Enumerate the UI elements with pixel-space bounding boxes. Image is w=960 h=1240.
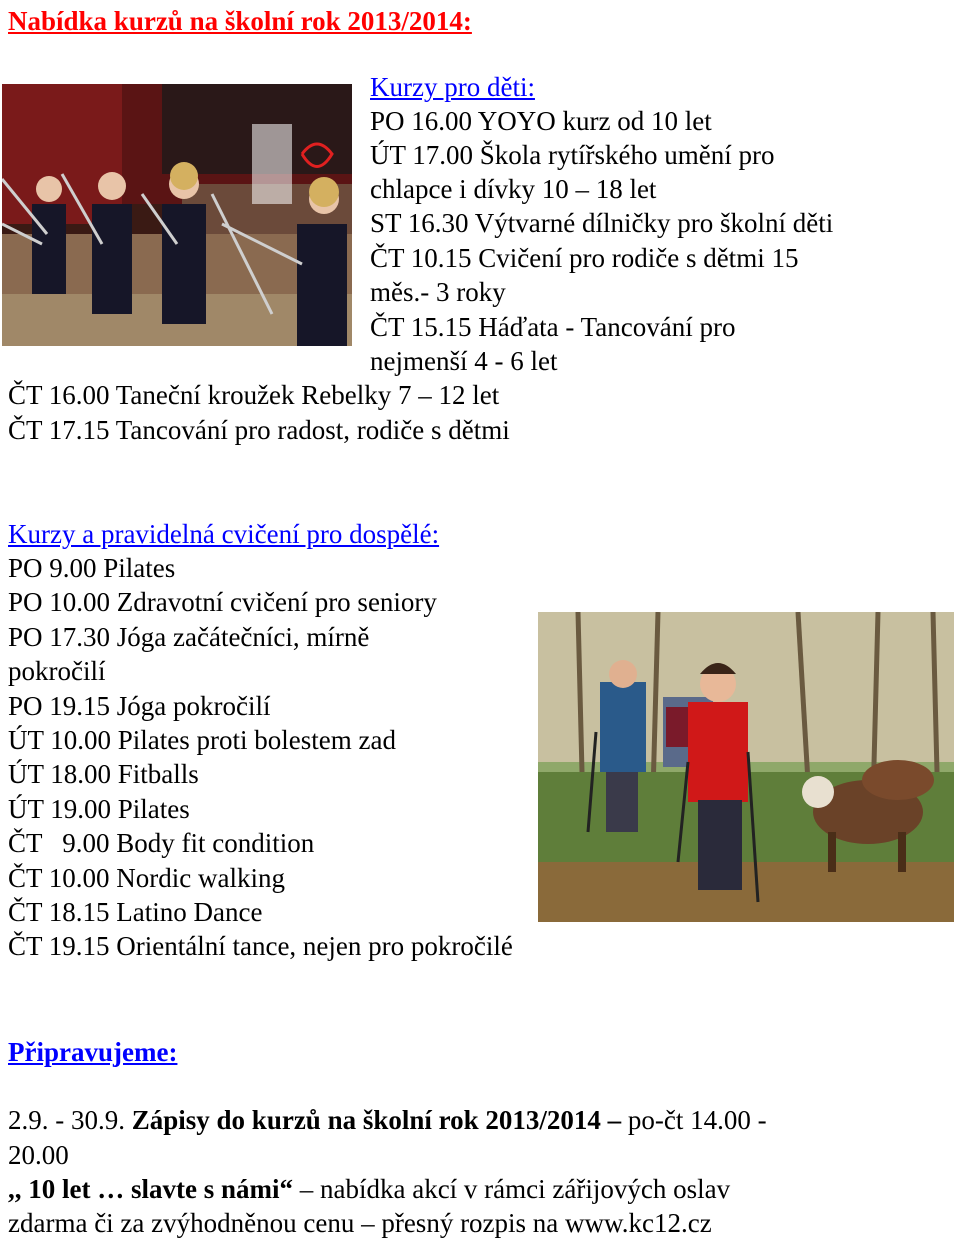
prepare-heading-text: Připravujeme: [8,1037,178,1067]
celebration-title: ,, 10 let … slavte s námi“ [8,1174,293,1204]
adults-line: ČT 19.15 Orientální tance, nejen pro pokročilé [8,931,513,961]
prepare-line-4: zdarma či za zvýhodněnou cenu – přesný rozpis na www.kc12.cz [8,1208,712,1238]
adults-line: PO 10.00 Zdravotní cvičení pro seniory [8,587,437,617]
prepare-enrollment: Zápisy do kurzů na školní rok 2013/2014 – [131,1105,622,1135]
adults-line: ÚT 10.00 Pilates proti bolestem zad [8,725,396,755]
prepare-line-3 [8,1172,730,1206]
adults-heading: Kurzy a pravidelná cvičení pro dospělé: [8,519,440,549]
celebration-desc: – nabídka akcí v rámci zářijových oslav [292,1174,731,1204]
adults-line: PO 9.00 Pilates [8,553,176,583]
kids-line: nejmenší 4 - 6 let [370,346,558,376]
kids-line: ČT 15.15 Háďata - Tancování pro [370,312,736,342]
kids-line: ČT 10.15 Cvičení pro rodiče s dětmi 15 [370,243,799,273]
nordic-walking-photo [538,612,954,922]
prepare-heading [8,1035,177,1069]
kids-line: ST 16.30 Výtvarné dílničky pro školní děti [370,208,834,238]
adults-line: PO 19.15 Jóga pokročilí [8,691,271,721]
prepare-line-2: 20.00 [8,1140,69,1170]
adults-line: ČT 10.00 Nordic walking [8,863,285,893]
prepare-line-1 [8,1103,767,1137]
kids-line: ÚT 17.00 Škola rytířského umění pro [370,140,775,170]
kids-line: měs.- 3 roky [370,277,506,307]
adults-line: ÚT 19.00 Pilates [8,794,190,824]
adults-line: pokročilí [8,656,106,686]
kids-line: chlapce i dívky 10 – 18 let [370,174,657,204]
prepare-dates: 2.9. - 30.9. [8,1105,132,1135]
adults-line: ČT 9.00 Body fit condition [8,828,315,858]
children-fencing-photo [2,84,352,346]
adults-line: ÚT 18.00 Fitballs [8,759,199,789]
adults-line: PO 17.30 Jóga začátečníci, mírně [8,622,370,652]
prepare-hours: po-čt 14.00 - [621,1105,767,1135]
kids-line: PO 16.00 YOYO kurz od 10 let [370,106,712,136]
kids-line: ČT 16.00 Taneční kroužek Rebelky 7 – 12 let [8,380,500,410]
kids-heading: Kurzy pro děti: [370,72,535,102]
page-title: Nabídka kurzů na školní rok 2013/2014: [8,6,472,36]
kids-line: ČT 17.15 Tancování pro radost, rodiče s dětmi [8,415,510,445]
adults-line: ČT 18.15 Latino Dance [8,897,263,927]
